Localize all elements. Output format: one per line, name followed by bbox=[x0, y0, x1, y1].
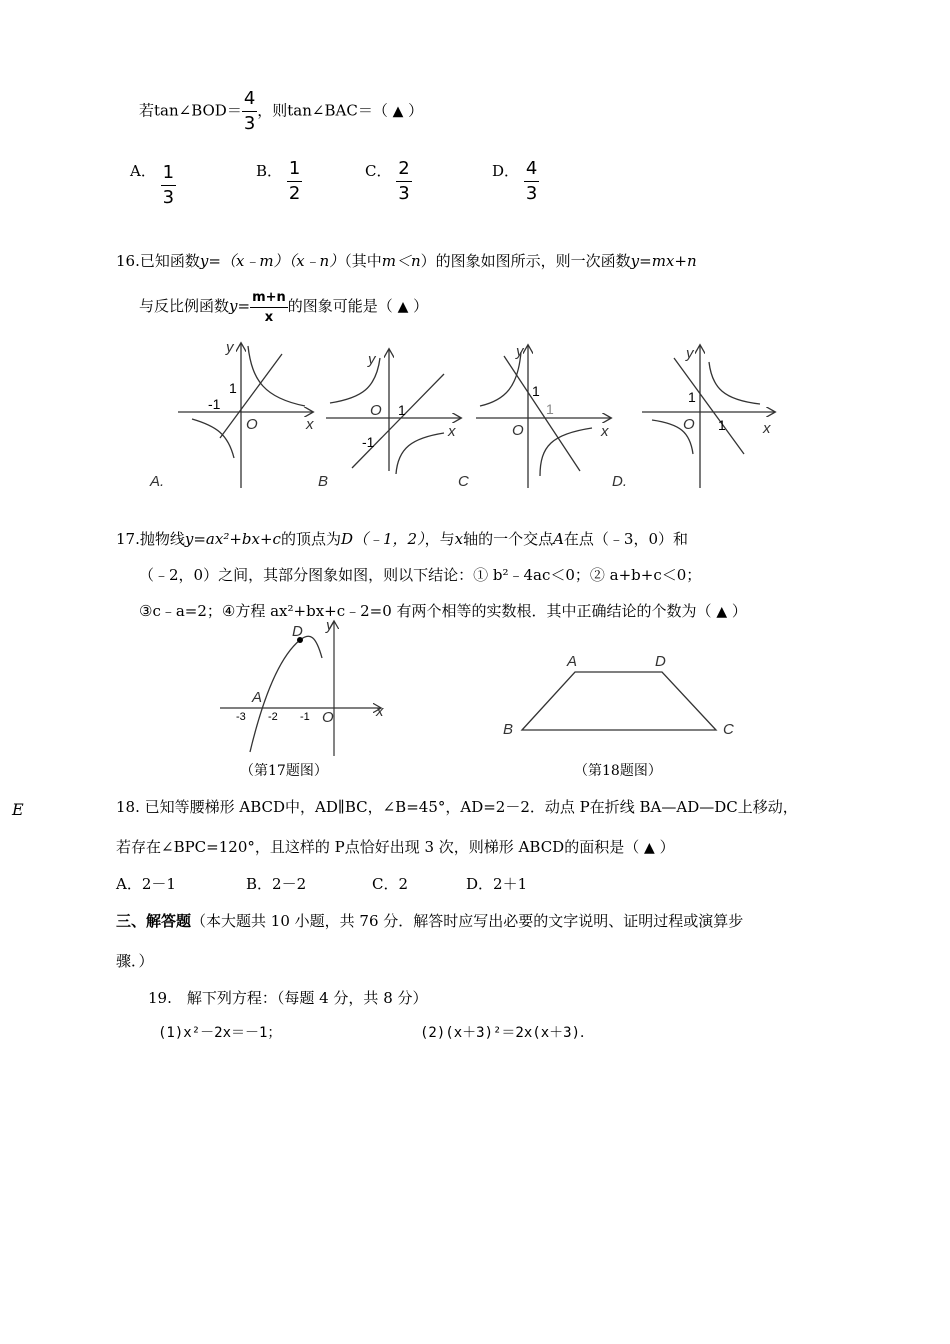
q15-stem: 若tan∠BOD＝ $\frac{4}{3}$ ，则tan∠BAC＝（ ▲ ） bbox=[139, 88, 424, 134]
q16-graphs bbox=[140, 336, 790, 496]
svg-text:1: 1 bbox=[718, 417, 726, 433]
svg-text:1: 1 bbox=[398, 402, 406, 418]
q17-line3: ③c﹣a=2；④方程 ax²+bx+c﹣2=0 有两个相等的实数根．其中正确结论的个数为（ ▲ ） bbox=[139, 602, 747, 620]
svg-text:B: B bbox=[503, 721, 514, 738]
svg-text:x: x bbox=[448, 423, 456, 440]
q16-graph-a bbox=[149, 339, 314, 490]
svg-text:D.: D. bbox=[612, 473, 627, 490]
q17-figure bbox=[210, 618, 390, 758]
q15-option-b: B． $\frac{1}{2}$ bbox=[256, 158, 301, 204]
q18-option-a: A．2－1 bbox=[116, 875, 176, 893]
svg-text:O: O bbox=[683, 416, 695, 433]
q17-line1: 17.抛物线y=ax²+bx+c的顶点为D（﹣1，2），与x轴的一个交点A在点（﹣3，0）和 bbox=[116, 530, 689, 548]
svg-text:C: C bbox=[458, 473, 469, 490]
svg-text:A.: A. bbox=[150, 473, 165, 490]
svg-text:-3: -3 bbox=[236, 711, 246, 723]
svg-text:A: A bbox=[252, 689, 263, 706]
answer-marker-icon: ▲ bbox=[397, 299, 409, 315]
svg-text:1: 1 bbox=[546, 401, 554, 417]
svg-text:1: 1 bbox=[229, 380, 237, 396]
svg-text:y: y bbox=[226, 339, 234, 356]
svg-text:-1: -1 bbox=[300, 711, 310, 723]
q18-option-b: B．2－2 bbox=[246, 875, 307, 893]
svg-text:x: x bbox=[763, 420, 771, 437]
answer-marker-icon: ▲ bbox=[716, 604, 728, 620]
q18-figure bbox=[495, 648, 745, 748]
q18-option-d: D．2＋1 bbox=[466, 875, 528, 893]
q19-part2: (2)(x＋3)²＝2x(x＋3)． bbox=[420, 1025, 595, 1041]
q15-option-c: C． $\frac{2}{3}$ bbox=[365, 158, 410, 204]
q18-line1: 18. 已知等腰梯形 ABCD中，AD∥BC，∠B=45°，AD=2－2．动点 P在折线 BA—AD—DC上移动， bbox=[116, 798, 798, 816]
q18-line2: 若存在∠BPC=120°，且这样的 P点恰好出现 3 次，则梯形 ABCD的面积是（ ▲ ） bbox=[116, 838, 675, 856]
svg-text:D: D bbox=[655, 653, 666, 670]
svg-text:O: O bbox=[512, 422, 524, 439]
q15-option-a: A． $\frac{1}{3}$ bbox=[130, 162, 175, 208]
q16-line1: 16.已知函数y=（x﹣m）（x﹣n）（其中m＜n）的图象如图所示，则一次函数y=mx+n bbox=[116, 252, 697, 270]
answer-marker-icon: ▲ bbox=[644, 840, 655, 856]
q15-fraction: $\frac{4}{3}$ bbox=[243, 88, 256, 134]
section-3-heading: 三、解答题（本大题共 10 小题，共 76 分．解答时应写出必要的文字说明、证明过程或演算步 bbox=[116, 912, 744, 930]
q18-option-c: C．2 bbox=[372, 875, 409, 893]
q17-line2: （﹣2，0）之间，其部分图象如图，则以下结论：① b²﹣4ac＜0；② a+b+c＜0； bbox=[139, 566, 702, 584]
svg-text:y: y bbox=[368, 351, 376, 368]
svg-text:y: y bbox=[326, 618, 334, 634]
svg-text:-1: -1 bbox=[362, 434, 375, 450]
svg-text:y: y bbox=[516, 343, 524, 360]
q16-graph-b bbox=[318, 350, 460, 490]
q16-line2: 与反比例函数y= $\frac{m+n}{x}$ 的图象可能是（ ▲ ） bbox=[139, 289, 429, 325]
answer-marker-icon: ▲ bbox=[392, 103, 404, 120]
q17-caption: （第17题图） bbox=[240, 763, 328, 779]
q19-stem: 19. 解下列方程：（每题 4 分，共 8 分） bbox=[148, 989, 428, 1007]
svg-text:1: 1 bbox=[532, 383, 540, 399]
svg-text:y: y bbox=[686, 345, 694, 362]
q19-part1: (1)x²－2x＝－1； bbox=[158, 1025, 282, 1041]
svg-text:x: x bbox=[306, 416, 314, 433]
q16-graph-d bbox=[612, 345, 774, 490]
q16-graph-c bbox=[458, 343, 610, 490]
svg-text:O: O bbox=[322, 709, 334, 726]
svg-text:B: B bbox=[318, 473, 329, 490]
q15-option-d: D． $\frac{4}{3}$ bbox=[492, 158, 538, 204]
section-3-desc-cont: 骤．） bbox=[116, 952, 154, 970]
svg-text:C: C bbox=[723, 721, 734, 738]
svg-text:x: x bbox=[376, 703, 384, 720]
svg-text:A: A bbox=[567, 653, 578, 670]
svg-text:x: x bbox=[601, 423, 609, 440]
margin-mark: E bbox=[12, 800, 24, 819]
svg-text:O: O bbox=[246, 416, 258, 433]
svg-text:O: O bbox=[370, 402, 382, 419]
svg-text:D: D bbox=[292, 623, 303, 640]
svg-text:-1: -1 bbox=[208, 396, 221, 412]
svg-text:-2: -2 bbox=[268, 711, 278, 723]
svg-text:1: 1 bbox=[688, 389, 696, 405]
q18-caption: （第18题图） bbox=[574, 763, 662, 779]
